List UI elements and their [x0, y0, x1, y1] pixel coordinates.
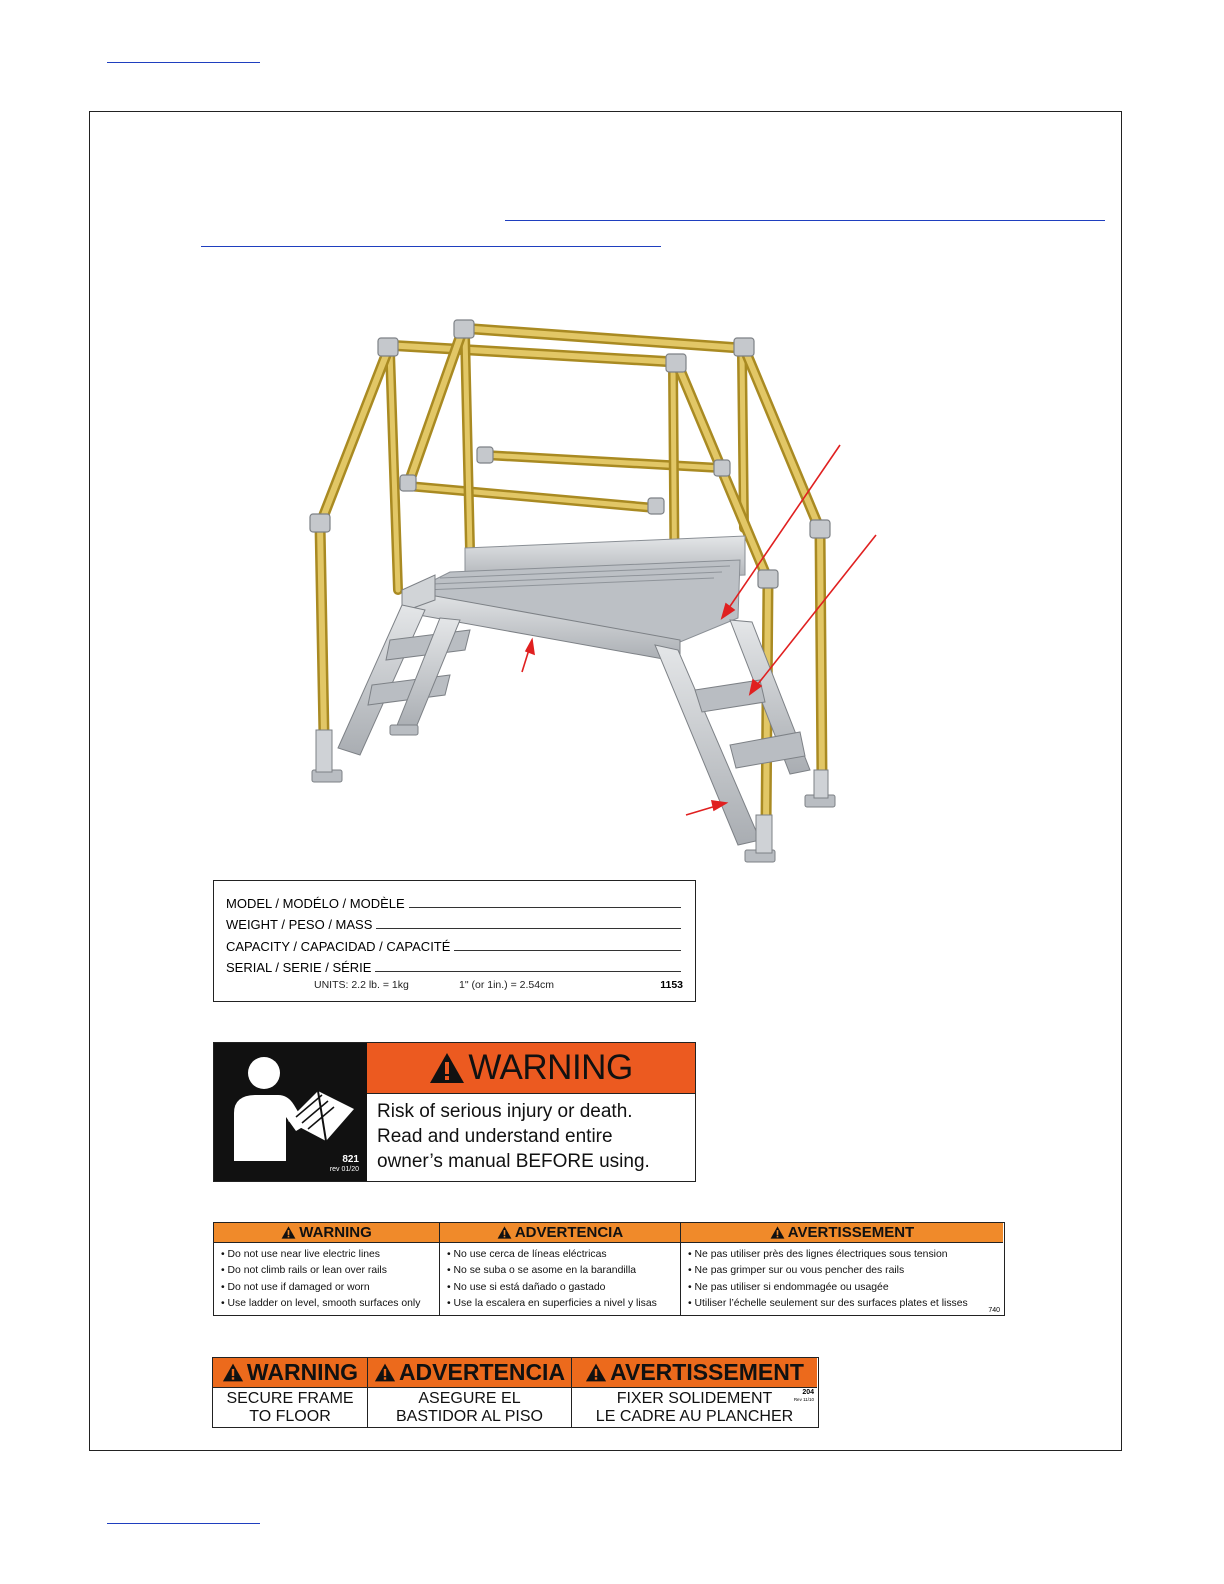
nameplate-label	[213, 880, 696, 1002]
body-link-underline-continued[interactable]	[201, 246, 661, 247]
nameplate-blank-line	[454, 950, 681, 951]
tri-bullet-item: • No use cerca de líneas eléctricas	[447, 1249, 607, 1260]
nameplate-row-capacity	[226, 936, 681, 954]
secure-label-code: 204 Rev 11/10	[793, 1389, 814, 1402]
nameplate-capacity-label: CAPACITY / CAPACIDAD / CAPACITÉ	[226, 939, 451, 954]
manual-label-rev: rev 01/20	[329, 1166, 359, 1173]
secure-column-heading: ADVERTENCIA	[398, 1359, 566, 1385]
footer-link-underline[interactable]	[107, 1523, 260, 1524]
header-link-underline[interactable]	[107, 62, 260, 63]
trilingual-warning-label	[213, 1222, 1005, 1316]
secure-column-body: SECURE FRAME TO FLOOR	[226, 1390, 354, 1425]
read-manual-icon	[214, 1043, 367, 1181]
tri-bullet-item: • Do not use near live electric lines	[221, 1249, 381, 1260]
tri-column-header	[440, 1223, 680, 1243]
tri-label-code: 740	[988, 1307, 1000, 1314]
warning-triangle-icon	[281, 1226, 296, 1239]
tri-bullet-list	[688, 1247, 1003, 1313]
tri-bullet-item: • No use si está dañado o gastado	[447, 1281, 606, 1293]
nameplate-serial-label: SERIAL / SERIE / SÉRIE	[226, 960, 372, 975]
secure-column-header	[368, 1358, 571, 1388]
nameplate-row-serial	[226, 957, 681, 975]
nameplate-model-label: MODEL / MODÉLO / MODÈLE	[226, 896, 405, 911]
read-manual-warning-label	[213, 1042, 696, 1182]
nameplate-blank-line	[375, 971, 681, 972]
tri-column-french	[681, 1223, 1003, 1315]
secure-label-rev: Rev 11/10	[793, 1397, 814, 1402]
tri-bullet-item: • Use la escalera en superficies a nivel y lisas	[447, 1298, 657, 1310]
body-link-underline[interactable]	[505, 220, 1105, 221]
secure-column-heading: AVERTISSEMENT	[610, 1359, 804, 1385]
secure-column-french	[572, 1358, 817, 1427]
tri-bullet-item: • Ne pas grimper sur ou vous pencher des rails	[688, 1265, 905, 1277]
secure-column-english	[213, 1358, 368, 1427]
secure-column-body: ASEGURE EL BASTIDOR AL PISO	[395, 1390, 543, 1425]
nameplate-weight-label: WEIGHT / PESO / MASS	[226, 917, 373, 932]
nameplate-code: 1153	[660, 979, 683, 991]
tri-bullet-item: • Ne pas utiliser si endommagée ou usagée	[688, 1281, 889, 1293]
warning-triangle-icon	[429, 1052, 465, 1084]
manual-label-header	[367, 1043, 695, 1094]
warning-triangle-icon	[374, 1363, 396, 1382]
tri-bullet-item: • No se suba o se asome en la barandilla	[447, 1265, 637, 1277]
nameplate-units: UNITS: 2.2 lb. = 1kg	[314, 979, 409, 991]
secure-column-spanish	[368, 1358, 572, 1427]
tri-column-heading: ADVERTENCIA	[514, 1224, 624, 1241]
tri-bullet-item: • Use ladder on level, smooth surfaces only	[221, 1298, 421, 1310]
tri-bullet-item: • Ne pas utiliser près des lignes électriques sous tension	[688, 1249, 948, 1260]
manual-label-body	[377, 1099, 687, 1174]
tri-bullet-item: • Utiliser l’échelle seulement sur des surfaces plates et lisses	[688, 1298, 968, 1310]
manual-label-line: owner’s manual BEFORE using.	[377, 1151, 650, 1172]
secure-column-heading: WARNING	[246, 1359, 359, 1385]
nameplate-blank-line	[376, 928, 681, 929]
tri-bullet-item: • Do not use if damaged or worn	[221, 1281, 370, 1293]
manual-label-line: Read and understand entire	[377, 1126, 613, 1147]
warning-triangle-icon	[222, 1363, 244, 1382]
warning-triangle-icon	[497, 1226, 512, 1239]
tri-column-english	[214, 1223, 440, 1315]
tri-bullet-list	[447, 1247, 680, 1313]
tri-column-heading: AVERTISSEMENT	[787, 1224, 915, 1241]
warning-triangle-icon	[585, 1363, 607, 1382]
tri-column-header	[681, 1223, 1003, 1243]
manual-label-heading: WARNING	[468, 1048, 633, 1087]
warning-triangle-icon	[770, 1226, 785, 1239]
secure-column-header	[572, 1358, 817, 1388]
nameplate-inch-conversion: 1" (or 1in.) = 2.54cm	[459, 979, 555, 991]
nameplate-row-model	[226, 893, 681, 911]
tri-column-header	[214, 1223, 439, 1243]
secure-frame-warning-label	[212, 1357, 819, 1428]
crossover-platform-illustration	[290, 300, 910, 880]
nameplate-blank-line	[409, 907, 681, 908]
manual-label-code: 821	[342, 1154, 359, 1165]
tri-column-spanish	[440, 1223, 681, 1315]
tri-bullet-list	[221, 1247, 439, 1313]
tri-column-heading: WARNING	[299, 1224, 372, 1241]
secure-column-header	[213, 1358, 367, 1388]
nameplate-row-weight	[226, 914, 681, 932]
tri-bullet-item: • Do not climb rails or lean over rails	[221, 1265, 387, 1277]
secure-column-body: FIXER SOLIDEMENT LE CADRE AU PLANCHER	[595, 1390, 794, 1425]
manual-label-line: Risk of serious injury or death.	[377, 1101, 633, 1122]
